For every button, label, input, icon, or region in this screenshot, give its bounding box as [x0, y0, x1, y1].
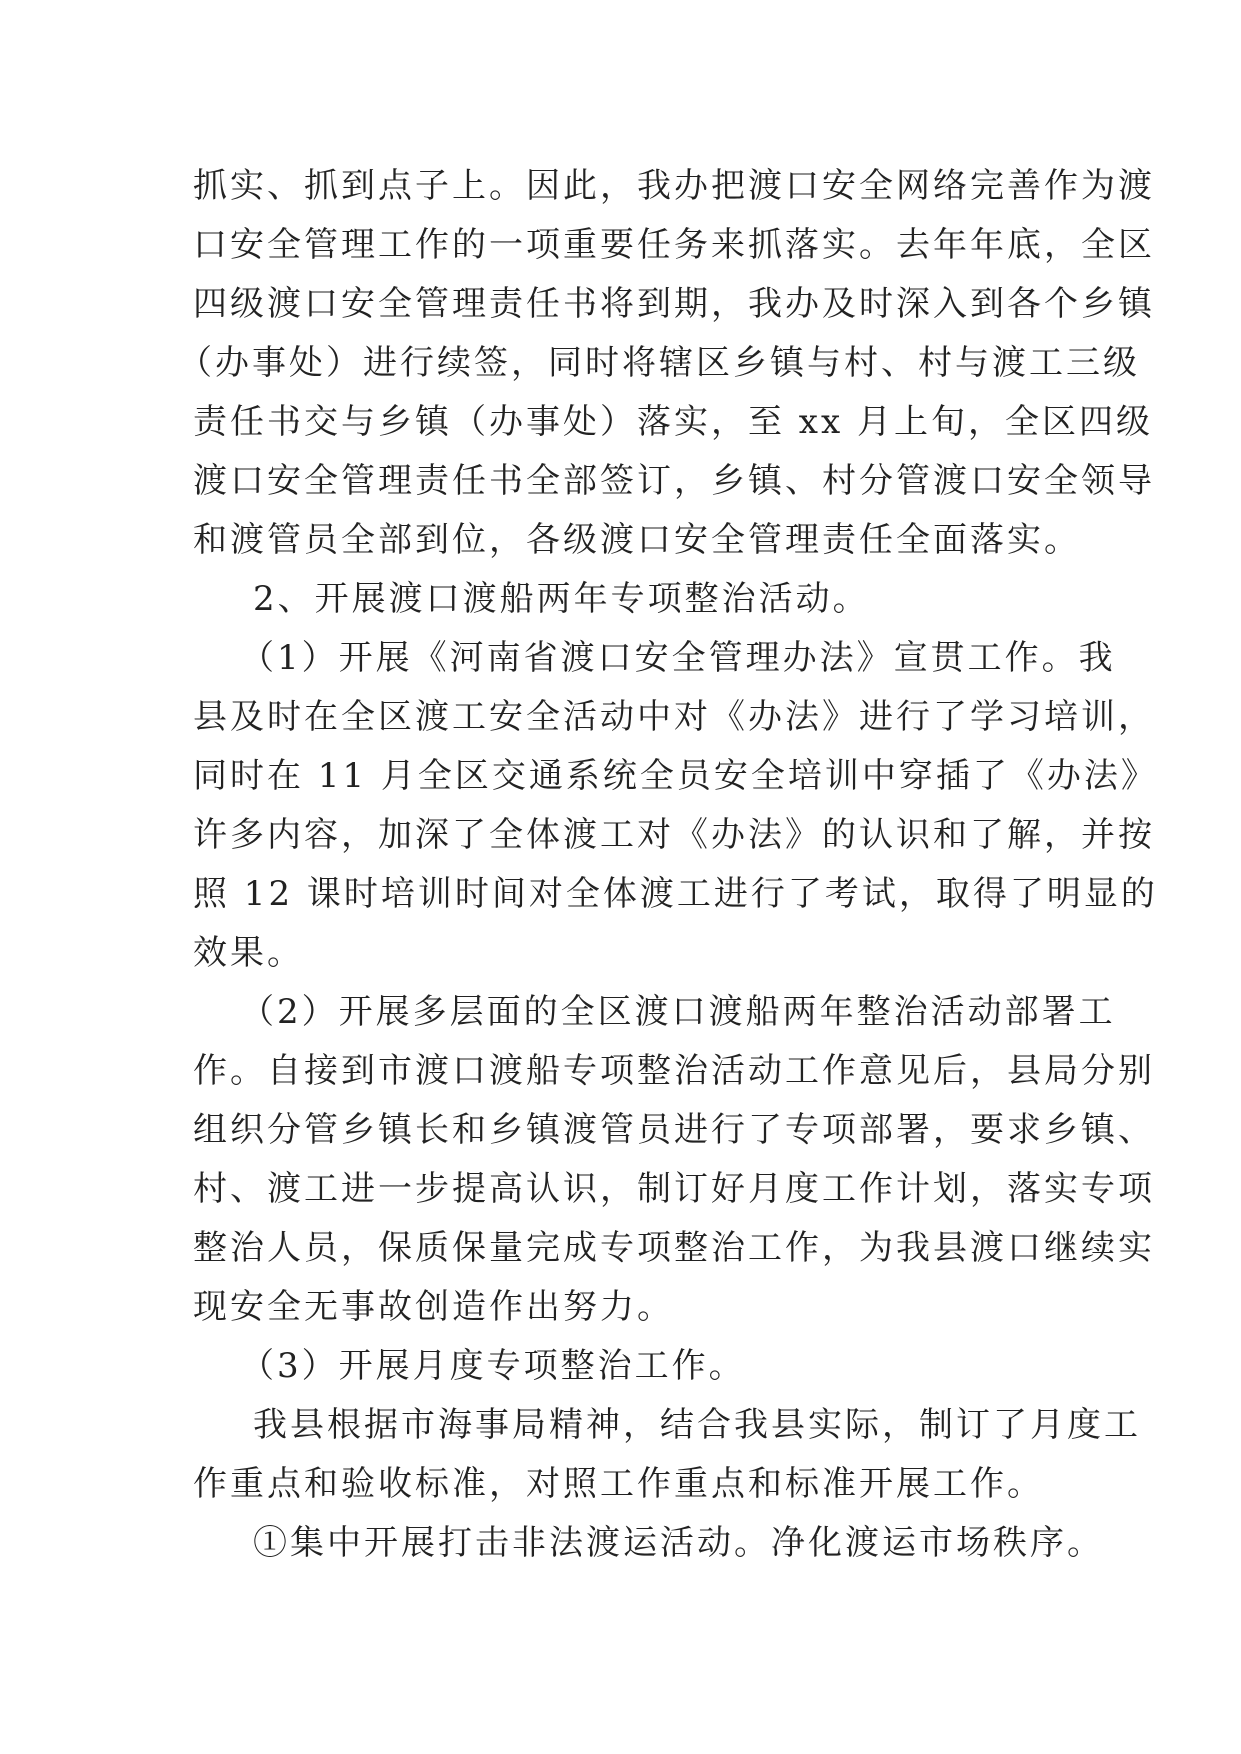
- text-line: 和渡管员全部到位，各级渡口安全管理责任全面落实。: [193, 520, 1081, 560]
- text-line: 抓实、抓到点子上。因此，我办把渡口安全网络完善作为渡: [193, 166, 1155, 206]
- text-line: 整治人员，保质保量完成专项整治工作，为我县渡口继续实: [193, 1228, 1155, 1268]
- text-line: 四级渡口安全管理责任书将到期，我办及时深入到各个乡镇: [193, 284, 1155, 324]
- text-line: 责任书交与乡镇（办事处）落实，至 xx 月上旬，全区四级: [193, 402, 1153, 442]
- text-line: （办事处）进行续签，同时将辖区乡镇与村、村与渡工三级: [178, 343, 1140, 383]
- subsection-heading: （3）开展月度专项整治工作。: [240, 1346, 746, 1386]
- text-line: 我县根据市海事局精神，结合我县实际，制订了月度工: [253, 1405, 1141, 1445]
- text-line: 口安全管理工作的一项重要任务来抓落实。去年年底，全区: [193, 225, 1155, 265]
- text-line: 现安全无事故创造作出努力。: [193, 1287, 674, 1327]
- text-line: 渡口安全管理责任书全部签订，乡镇、村分管渡口安全领导: [193, 461, 1155, 501]
- text-line: 组织分管乡镇长和乡镇渡管员进行了专项部署，要求乡镇、: [193, 1110, 1155, 1150]
- list-item: ①集中开展打击非法渡运活动。净化渡运市场秩序。: [253, 1523, 1104, 1563]
- text-line: 照 12 课时培训时间对全体渡工进行了考试，取得了明显的: [193, 874, 1158, 914]
- subsection-heading: （2）开展多层面的全区渡口渡船两年整治活动部署工: [240, 992, 1116, 1032]
- text-line: 作重点和验收标准，对照工作重点和标准开展工作。: [193, 1464, 1044, 1504]
- section-heading: 2、开展渡口渡船两年专项整治活动。: [253, 579, 870, 619]
- subsection-heading: （1）开展《河南省渡口安全管理办法》宣贯工作。我: [240, 638, 1116, 678]
- text-line: 同时在 11 月全区交通系统全员安全培训中穿插了《办法》: [193, 756, 1158, 796]
- text-line: 作。自接到市渡口渡船专项整治活动工作意见后，县局分别: [193, 1051, 1155, 1091]
- text-line: 县及时在全区渡工安全活动中对《办法》进行了学习培训，: [193, 697, 1155, 737]
- text-line: 许多内容，加深了全体渡工对《办法》的认识和了解，并按: [193, 815, 1155, 855]
- text-line: 村、渡工进一步提高认识，制订好月度工作计划，落实专项: [193, 1169, 1155, 1209]
- text-line: 效果。: [193, 933, 304, 973]
